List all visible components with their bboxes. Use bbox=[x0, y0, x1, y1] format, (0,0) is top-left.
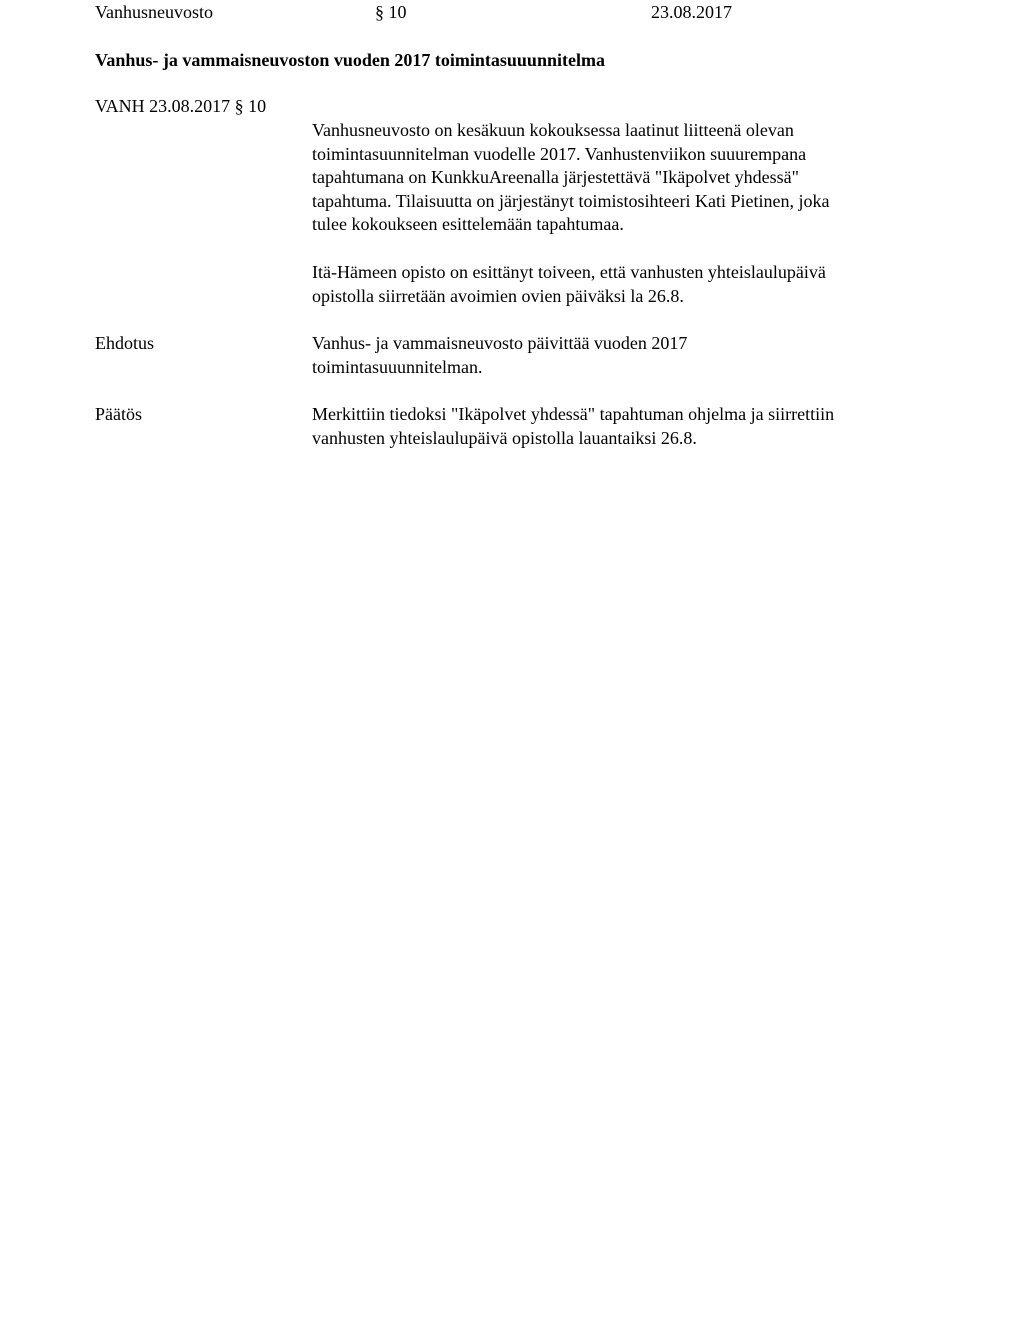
page-header bbox=[95, 1, 795, 25]
proposal-label: Ehdotus bbox=[95, 333, 155, 353]
decision-paragraph bbox=[312, 403, 912, 450]
intro-paragraph-1 bbox=[312, 119, 912, 237]
header-body-name: Vanhusneuvosto bbox=[95, 2, 213, 22]
text-line: tapahtuma. Tilaisuutta on järjestänyt toimistosihteeri Kati Pietinen, joka bbox=[312, 190, 830, 211]
intro-paragraph-2 bbox=[312, 261, 912, 308]
text-line: Vanhusneuvosto on kesäkuun kokouksessa laatinut liitteenä olevan bbox=[312, 120, 794, 140]
text-line: Vanhus- ja vammaisneuvosto päivittää vuoden 2017 bbox=[312, 333, 688, 353]
proposal-paragraph bbox=[312, 332, 912, 379]
intro-text bbox=[312, 119, 912, 237]
text-line: Merkittiin tiedoksi "Ikäpolvet yhdessä" tapahtuman ohjelma ja siirrettiin bbox=[312, 404, 835, 424]
decision-label: Päätös bbox=[95, 404, 142, 424]
text-line: toimintasuunnitelman vuodelle 2017. Vanhustenviikon suuurempana bbox=[312, 143, 807, 164]
text-line: tapahtumana on KunkkuAreenalla järjestettävä "Ikäpolvet yhdessä" bbox=[312, 167, 800, 187]
decision-text bbox=[312, 403, 912, 450]
header-meeting-date: 23.08.2017 bbox=[651, 2, 732, 22]
text-line: tulee kokoukseen esittelemään tapahtumaa. bbox=[312, 214, 624, 234]
proposal-text bbox=[312, 332, 912, 379]
text-line: Itä-Hämeen opisto on esittänyt toiveen, että vanhusten yhteislaulupäivä bbox=[312, 262, 826, 282]
header-section-number: § 10 bbox=[375, 2, 407, 22]
document-title: Vanhus- ja vammaisneuvoston vuoden 2017 toimintasuuunnitelma bbox=[95, 50, 605, 70]
text-line: vanhusten yhteislaulupäivä opistolla lauantaiksi 26.8. bbox=[312, 427, 697, 448]
text-line: opistolla siirretään avoimien ovien päiväksi la 26.8. bbox=[312, 285, 684, 306]
text-line: toimintasuuunnitelman. bbox=[312, 356, 483, 377]
intro-text-2 bbox=[312, 261, 912, 308]
reference-line: VANH 23.08.2017 § 10 bbox=[95, 96, 267, 116]
